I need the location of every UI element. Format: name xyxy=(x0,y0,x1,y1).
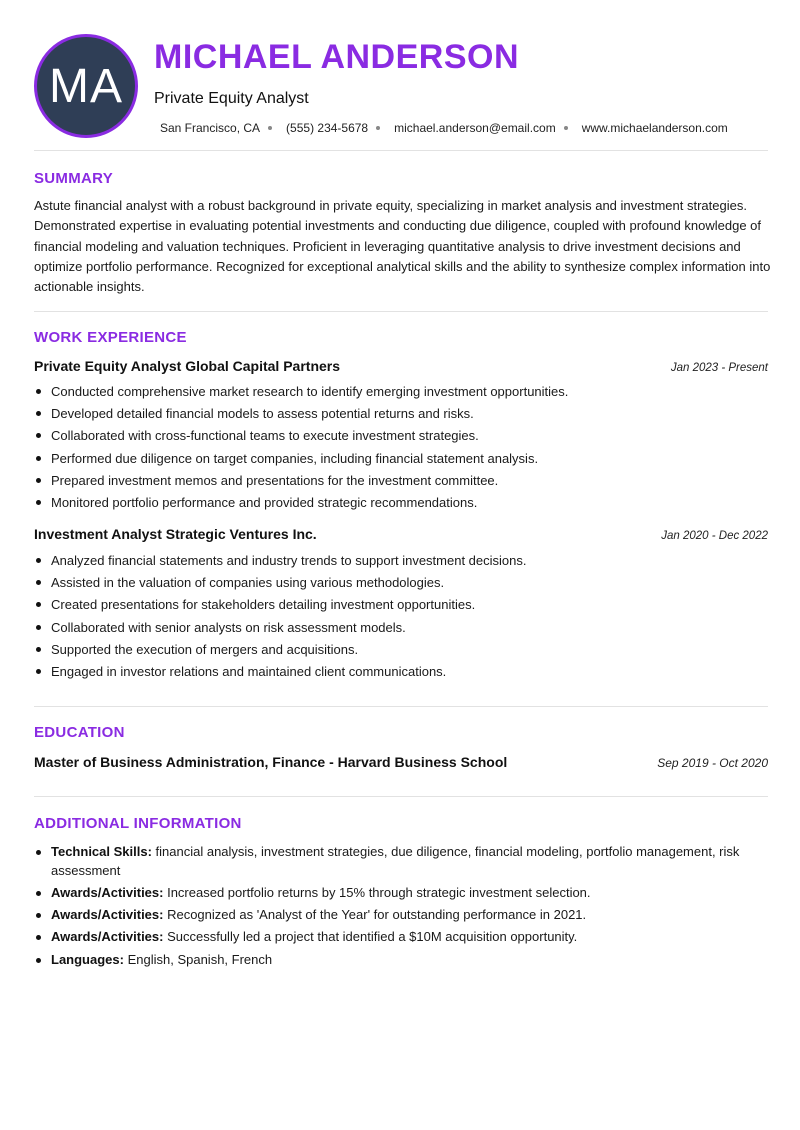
list-item: Assisted in the valuation of companies using various methodologies. xyxy=(34,574,768,591)
additional-heading: ADDITIONAL INFORMATION xyxy=(34,815,242,832)
contact-website[interactable]: www.michaelanderson.com xyxy=(581,121,728,135)
list-item xyxy=(34,928,768,947)
job-date: Jan 2020 - Dec 2022 xyxy=(661,530,768,542)
list-item: Conducted comprehensive market research to identify emerging investment opportunities. xyxy=(34,383,768,400)
job-title: Investment Analyst Strategic Ventures Inc. xyxy=(34,526,317,542)
job-bullets xyxy=(34,383,768,516)
candidate-title: Private Equity Analyst xyxy=(154,90,309,107)
item-label: Languages: xyxy=(51,951,124,967)
education-entry xyxy=(34,754,768,770)
list-item: Performed due diligence on target companies, including financial statement analysis. xyxy=(34,450,768,467)
contact-location: San Francisco, CA xyxy=(160,121,261,135)
item-label: Awards/Activities: xyxy=(51,929,164,945)
item-text: English, Spanish, French xyxy=(123,951,273,967)
item-label: Awards/Activities: xyxy=(51,907,164,923)
job-header xyxy=(34,526,768,542)
list-item: Engaged in investor relations and maintained client communications. xyxy=(34,663,768,680)
item-text: financial analysis, investment strategies, due diligence, financial modeling, portfolio management, risk assessment xyxy=(51,844,740,878)
additional-list xyxy=(34,843,768,973)
item-text: Successfully led a project that identified a $10M acquisition opportunity. xyxy=(163,929,578,945)
list-item: Prepared investment memos and presentations for the investment committee. xyxy=(34,472,768,489)
list-item xyxy=(34,906,768,925)
list-item: Developed detailed financial models to assess potential returns and risks. xyxy=(34,405,768,422)
item-text: Increased portfolio returns by 15% through strategic investment selection. xyxy=(163,884,591,900)
contact-line xyxy=(160,121,728,135)
list-item xyxy=(34,951,768,970)
separator-dot xyxy=(376,126,380,130)
list-item: Monitored portfolio performance and provided strategic recommendations. xyxy=(34,494,768,511)
candidate-name: MICHAEL ANDERSON xyxy=(154,38,520,76)
contact-email[interactable]: michael.anderson@email.com xyxy=(394,121,556,135)
job-header xyxy=(34,358,768,374)
separator-dot xyxy=(268,126,272,130)
job-date: Jan 2023 - Present xyxy=(670,362,768,374)
list-item: Collaborated with cross-functional teams to execute investment strategies. xyxy=(34,427,768,444)
section-divider xyxy=(34,311,768,312)
section-divider xyxy=(34,706,768,707)
item-label: Awards/Activities: xyxy=(51,884,164,900)
list-item xyxy=(34,843,768,880)
avatar: MA xyxy=(34,34,138,138)
list-item: Created presentations for stakeholders detailing investment opportunities. xyxy=(34,596,768,613)
job-title: Private Equity Analyst Global Capital Partners xyxy=(34,358,341,374)
list-item xyxy=(34,884,768,903)
list-item: Supported the execution of mergers and acquisitions. xyxy=(34,641,768,658)
item-label: Technical Skills: xyxy=(51,844,152,859)
list-item: Collaborated with senior analysts on risk assessment models. xyxy=(34,619,768,636)
resume-header xyxy=(34,34,768,138)
education-heading: EDUCATION xyxy=(34,724,125,741)
separator-dot xyxy=(564,126,568,130)
section-divider xyxy=(34,796,768,797)
section-divider xyxy=(34,150,768,151)
experience-heading: WORK EXPERIENCE xyxy=(34,329,187,346)
summary-heading: SUMMARY xyxy=(34,170,114,187)
item-text: Recognized as 'Analyst of the Year' for outstanding performance in 2021. xyxy=(163,907,587,923)
contact-phone: (555) 234-5678 xyxy=(286,121,369,135)
education-date: Sep 2019 - Oct 2020 xyxy=(657,756,768,770)
degree-title: Master of Business Administration, Finance - Harvard Business School xyxy=(34,754,508,770)
job-bullets xyxy=(34,552,768,685)
summary-text: Astute financial analyst with a robust background in private equity, specializing in market analysis and investment strategies. Demonstrated expertise in evaluating potential investments and conducting due diligence, coupled with profound knowledge of financial modeling and valuation techniques. Proficient in leveraging quantitative analysis to drive investment decisions and optimize portfolio performance. Recognized for exceptional analytical skills and the ability to synthesize complex information into actionable insights. xyxy=(34,198,771,295)
list-item: Analyzed financial statements and industry trends to support investment decisions. xyxy=(34,552,768,569)
